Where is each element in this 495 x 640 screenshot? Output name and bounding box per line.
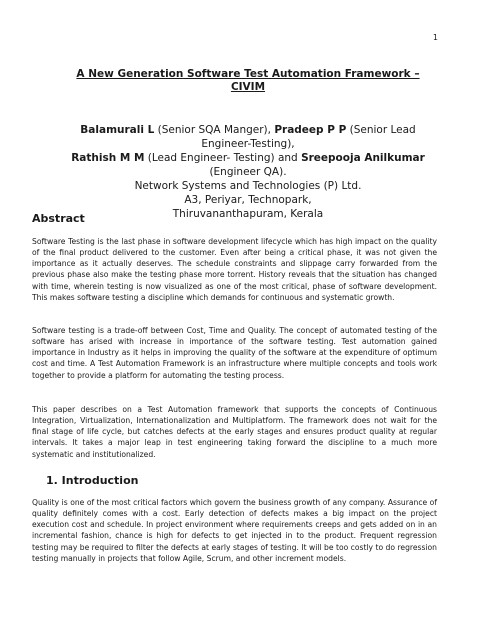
introduction-paragraph-1: Quality is one of the most critical factors which govern the business growth of any company. Assurance of quality definitely comes with a cost. Early detection of defects makes a big impact on the project execution cost and schedule. In project environment where requirements creeps and gets added on in an incremental fashion, chance is high for defects to get injected in to the product. Frequent regression testing may be required to filter the defects at early stages of testing. It will be too costly to do regression testing manually in projects that follow Agile, Scrum, and other increment models.: [32, 498, 437, 563]
author-role: (Senior Lead Engineer-Testing),: [201, 124, 416, 150]
abstract-paragraph-1: Software Testing is the last phase in software development lifecycle which has high impact on the quality of the final product delivered to the customer. Even after being a critical phase, it was not given the importance as it actually deserves. The schedule constraints and slippage carry forwarded from the previous phase also make the testing phase more torrent. History reveals that the situation has changed with time, wherein testing is now visualized as one of the most critical, phase of software development. This makes software testing a discipline which demands for continuous and systematic growth.: [32, 237, 437, 302]
author-name: Balamurali L: [80, 124, 155, 136]
author-name: Sreepooja Anilkumar: [301, 152, 425, 164]
author-line-1: [58, 123, 438, 151]
paper-title-line1: A New Generation Software Test Automation Framework –: [76, 68, 420, 80]
paper-title: [58, 68, 438, 94]
author-name: Rathish M M: [71, 152, 145, 164]
author-block: [58, 123, 438, 221]
introduction-heading: 1. Introduction: [46, 474, 139, 487]
page-number: 1: [432, 33, 438, 42]
author-role: (Engineer QA).: [209, 166, 287, 178]
author-role: (Lead Engineer- Testing) and: [144, 152, 302, 164]
address-line-2: Thiruvananthapuram, Kerala: [172, 208, 324, 220]
author-name: Pradeep P P: [274, 124, 347, 136]
organization: Network Systems and Technologies (P) Ltd.: [134, 180, 362, 192]
abstract-paragraph-2: Software testing is a trade-off between Cost, Time and Quality. The concept of automated testing of the software has arised with increase in importance of the software testing. Test automation gained importance in Industry as it helps in improving the quality of the software at the expenditure of optimum cost and time. A Test Automation Framework is an infrastructure where multiple concepts and tools work together to provide a platform for automating the testing process.: [32, 326, 437, 380]
author-role: (Senior SQA Manger),: [154, 124, 275, 136]
author-line-2: [58, 151, 438, 179]
address-line-1: A3, Periyar, Technopark,: [184, 194, 312, 206]
abstract-heading: Abstract: [32, 212, 85, 225]
paper-title-line2: CIVIM: [230, 81, 266, 93]
abstract-paragraph-3: This paper describes on a Test Automation framework that supports the concepts of Continuous Integration, Virtualization, Internationalization and Multiplatform. The framework does not wait for the final stage of life cycle, but catches defects at the early stages and ensures product quality at regular intervals. It takes a major leap in test engineering taking forward the discipline to a much more systematic and institutionalized.: [32, 405, 437, 459]
